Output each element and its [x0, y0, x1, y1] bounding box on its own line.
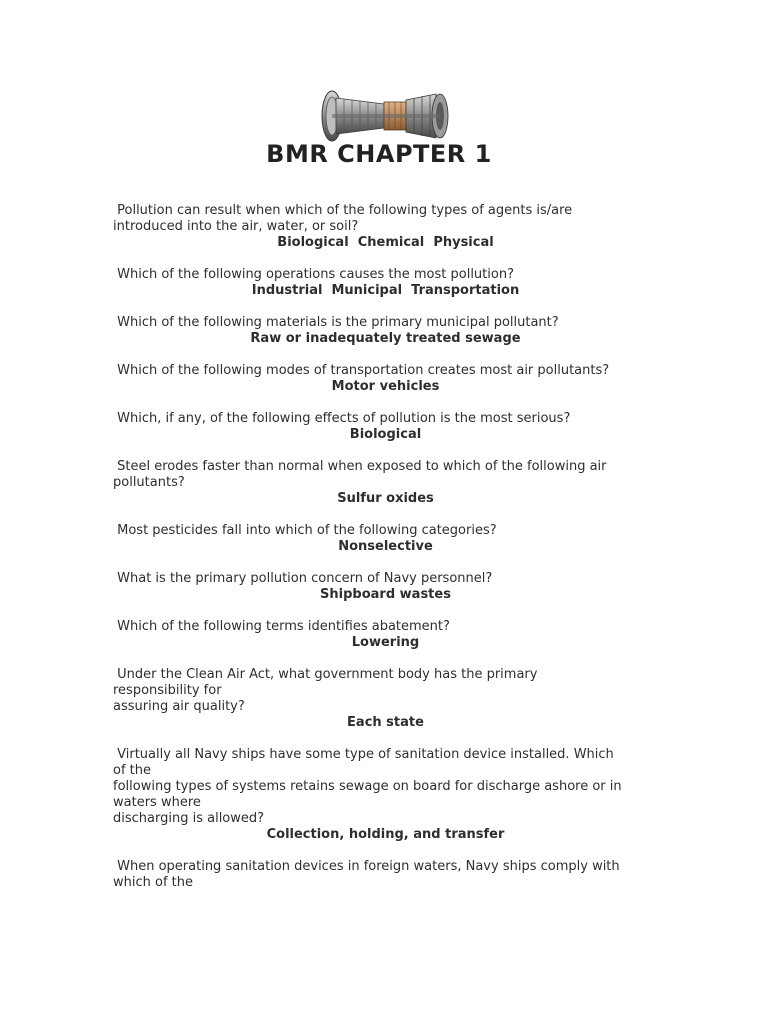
question-item: [113, 571, 658, 603]
question-text: Virtually all Navy ships have some type of sanitation device installed. Which: [113, 747, 614, 762]
question-item: [113, 363, 658, 395]
question-text: introduced into the air, water, or soil?: [113, 219, 359, 234]
question-text: When operating sanitation devices in foreign waters, Navy ships comply with: [113, 859, 620, 874]
answer-text: Biological: [349, 427, 422, 442]
question-item: [113, 203, 658, 251]
question-text: Steel erodes faster than normal when exposed to which of the following air: [113, 459, 607, 474]
question-list: [113, 203, 658, 907]
answer-text: Sulfur oxides: [337, 491, 434, 506]
question-text: pollutants?: [113, 475, 185, 490]
question-text: which of the: [113, 875, 193, 890]
answer-text: Industrial Municipal Transportation: [251, 283, 520, 298]
question-item: [113, 267, 658, 299]
question-text: Which of the following operations causes the most pollution?: [113, 267, 514, 282]
question-text: Under the Clean Air Act, what government body has the primary: [113, 667, 538, 682]
question-item: [113, 667, 658, 731]
question-item: [113, 315, 658, 347]
question-text: Which of the following materials is the primary municipal pollutant?: [113, 315, 559, 330]
question-item: [113, 747, 658, 843]
answer-text: Raw or inadequately treated sewage: [250, 331, 521, 346]
answer-text: Nonselective: [338, 539, 433, 554]
answer-text: Shipboard wastes: [320, 587, 451, 602]
answer-text: Biological Chemical Physical: [277, 235, 494, 250]
question-text: assuring air quality?: [113, 699, 245, 714]
answer-text: Collection, holding, and transfer: [266, 827, 505, 842]
answer-text: Each state: [347, 715, 424, 730]
question-text: of the: [113, 763, 151, 778]
answer-text: Lowering: [351, 635, 420, 650]
jet-engine-icon: [314, 88, 454, 144]
question-text: Pollution can result when which of the following types of agents is/are: [113, 203, 573, 218]
question-item: [113, 619, 658, 651]
page-title: BMR CHAPTER 1: [266, 140, 492, 168]
question-item: [113, 411, 658, 443]
question-text: discharging is allowed?: [113, 811, 265, 826]
question-text: Most pesticides fall into which of the following categories?: [113, 523, 497, 538]
question-text: following types of systems retains sewage on board for discharge ashore or in: [113, 779, 622, 794]
question-text: responsibility for: [113, 683, 222, 698]
question-item: [113, 459, 658, 507]
question-text: waters where: [113, 795, 201, 810]
question-item: [113, 859, 658, 891]
question-text: What is the primary pollution concern of Navy personnel?: [113, 571, 493, 586]
question-text: Which of the following terms identifies abatement?: [113, 619, 450, 634]
question-text: Which of the following modes of transportation creates most air pollutants?: [113, 363, 610, 378]
question-text: Which, if any, of the following effects of pollution is the most serious?: [113, 411, 571, 426]
answer-text: Motor vehicles: [331, 379, 440, 394]
question-item: [113, 523, 658, 555]
